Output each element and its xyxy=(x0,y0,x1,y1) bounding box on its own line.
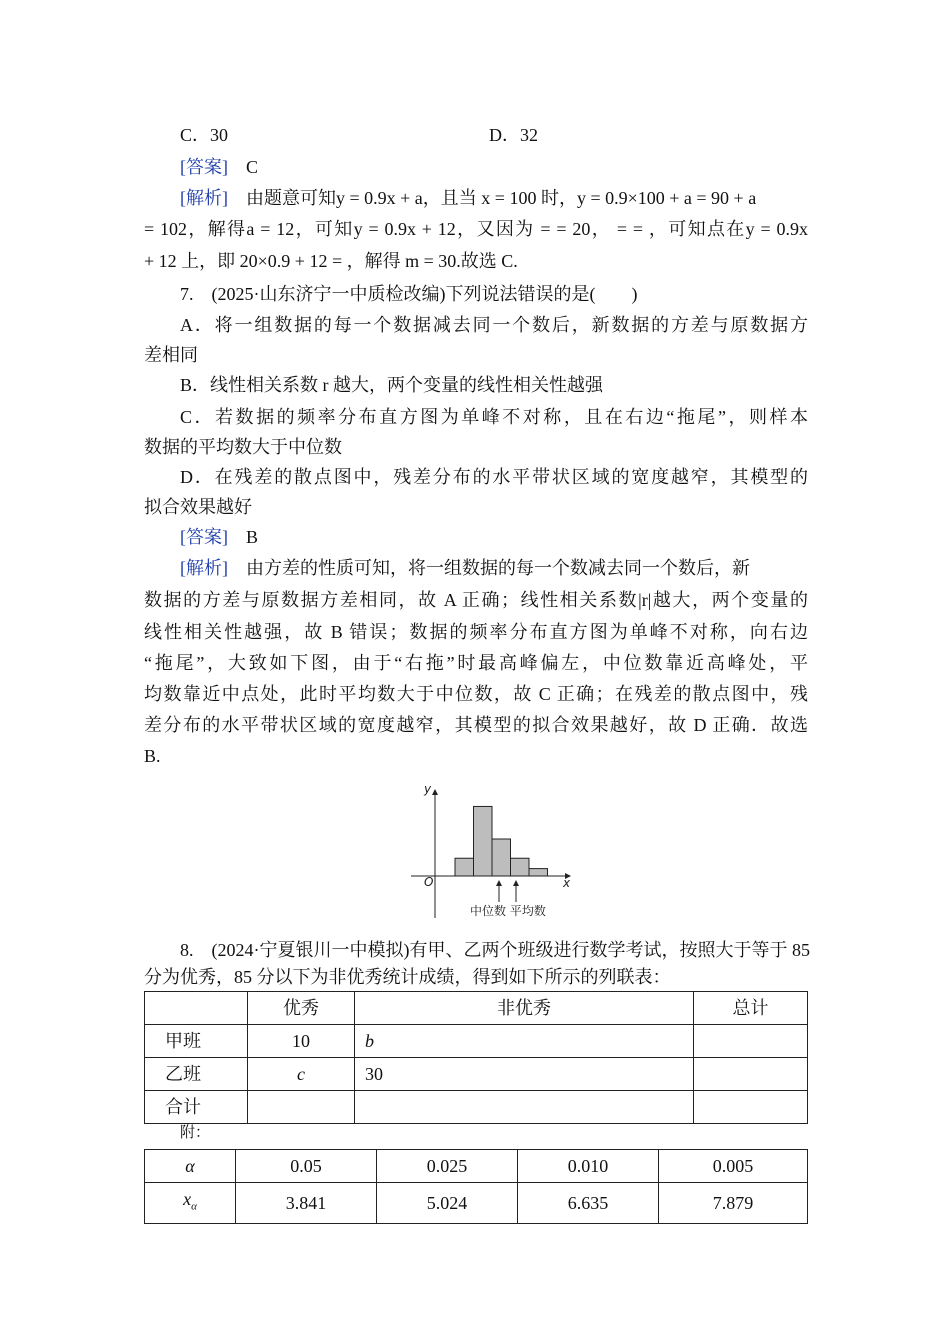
q6-analysis-line-2: = 102，解得a = 12，可知y = 0.9x + 12，又因为 = = 20， = = ，可知点在y = 0.9x xyxy=(144,219,808,239)
table-header-row xyxy=(145,992,808,1025)
q7-analysis-line-4: “拖尾”，大致如下图，由于“右拖”时最高峰偏左，中位数靠近高峰处，平 xyxy=(144,653,808,673)
analysis-tag: [解析] xyxy=(180,558,228,578)
table-cell xyxy=(694,1058,808,1091)
option-c: C．30 xyxy=(180,125,229,145)
table-cell: 6.635 xyxy=(518,1183,659,1224)
option-d-line xyxy=(489,120,689,150)
contingency-table xyxy=(144,991,808,1124)
table-cell: 0.05 xyxy=(236,1150,377,1183)
q7-stem: 7. (2025·山东济宁一中质检改编)下列说法错误的是( ) xyxy=(180,284,638,304)
table-cell: b xyxy=(365,1031,374,1051)
table-cell: 5.024 xyxy=(377,1183,518,1224)
table-cell: 非优秀 xyxy=(355,992,694,1025)
table-cell xyxy=(248,1091,355,1124)
table-row xyxy=(145,1183,808,1224)
histogram-bar xyxy=(492,839,511,876)
q6-analysis-text-1: 由题意可知y = 0.9x + a，且当 x = 100 时，y = 0.9×100 + a = 90 + a xyxy=(246,188,757,208)
table-cell: 3.841 xyxy=(236,1183,377,1224)
histogram-bar xyxy=(474,806,493,876)
table-cell: 合计 xyxy=(145,1091,248,1124)
analysis-tag: [解析] xyxy=(180,188,228,208)
q7-analysis-text-1: 由方差的性质可知，将一组数据的每一个数减去同一个数后，新 xyxy=(246,558,750,578)
table-cell: 30 xyxy=(355,1058,694,1091)
q7-option-c-2: 数据的平均数大于中位数 xyxy=(144,437,342,457)
table-cell: 0.005 xyxy=(659,1150,808,1183)
table-row xyxy=(145,1058,808,1091)
table-cell: 10 xyxy=(248,1025,355,1058)
table-cell: 优秀 xyxy=(248,992,355,1025)
histogram-bar xyxy=(529,869,548,876)
figure-caption: 中位数 平均数 xyxy=(470,904,546,918)
table-cell: 0.010 xyxy=(518,1150,659,1183)
histogram-svg xyxy=(405,782,585,922)
table-cell: x xyxy=(183,1189,192,1209)
critical-value-table xyxy=(144,1149,808,1224)
q6-analysis-line-1 xyxy=(180,183,808,213)
answer-tag: [答案] xyxy=(180,527,228,547)
table-cell xyxy=(694,1025,808,1058)
q7-analysis-line-6: 差分布的水平带状区域的宽度越窄，其模型的拟合效果越好，故 D 正确．故选 xyxy=(144,715,808,735)
histogram-figure xyxy=(405,782,585,922)
q7-analysis-line-3: 线性相关性越强，故 B 错误；数据的频率分布直方图为单峰不对称，向右边 xyxy=(144,622,808,642)
table-cell xyxy=(145,992,248,1025)
q7-option-b: B．线性相关系数 r 越大，两个变量的线性相关性越强 xyxy=(180,375,603,395)
q7-answer: B xyxy=(246,527,259,547)
x-axis-label: x xyxy=(563,876,571,890)
q7-answer-line xyxy=(180,522,808,552)
histogram-bar xyxy=(511,858,530,876)
q8-stem-1: 8. (2024·宁夏银川一中模拟)有甲、乙两个班级进行数学考试，按照大于等于 85 xyxy=(180,940,810,960)
subscript-alpha: α xyxy=(191,1200,197,1213)
y-axis-label: y xyxy=(424,782,432,796)
q7-option-c-1: C．若数据的频率分布直方图为单峰不对称，且在右边“拖尾”，则样本 xyxy=(180,407,808,427)
table-cell: α xyxy=(185,1156,195,1176)
table-cell: 0.025 xyxy=(377,1150,518,1183)
q7-option-a-1: A．将一组数据的每一个数据减去同一个数后，新数据的方差与原数据方 xyxy=(180,315,808,335)
answer-tag: [答案] xyxy=(180,157,228,177)
table-cell: c xyxy=(297,1064,305,1084)
q7-option-d-2: 拟合效果越好 xyxy=(144,497,252,517)
table-cell xyxy=(694,1091,808,1124)
table-row xyxy=(145,1091,808,1124)
q6-analysis-line-3: + 12 上，即 20×0.9 + 12 = ，解得 m = 30.故选 C. xyxy=(144,251,518,271)
table-cell xyxy=(355,1091,694,1124)
table-row xyxy=(145,1025,808,1058)
q7-analysis-line-7: B. xyxy=(144,746,161,766)
table-cell: 7.879 xyxy=(659,1183,808,1224)
option-d: D．32 xyxy=(489,125,538,145)
q7-analysis-line-1 xyxy=(180,553,808,583)
q7-option-d-1: D．在残差的散点图中，残差分布的水平带状区域的宽度越窄，其模型的 xyxy=(180,467,808,487)
q6-answer-line xyxy=(180,152,808,182)
table-row xyxy=(145,1150,808,1183)
q6-answer: C xyxy=(246,157,259,177)
origin-label: O xyxy=(424,875,434,889)
q8-stem-2: 分为优秀，85 分以下为非优秀统计成绩，得到如下所示的列联表： xyxy=(144,967,671,987)
table-cell: 甲班 xyxy=(145,1025,248,1058)
appendix-label: 附： xyxy=(180,1125,211,1141)
table-cell: 乙班 xyxy=(145,1058,248,1091)
q7-option-a-2: 差相同 xyxy=(144,345,198,365)
q7-analysis-line-5: 均数靠近中点处，此时平均数大于中位数，故 C 正确；在残差的散点图中，残 xyxy=(144,684,808,704)
table-cell: 总计 xyxy=(694,992,808,1025)
histogram-bar xyxy=(455,858,474,876)
q7-analysis-line-2: 数据的方差与原数据方差相同，故 A 正确；线性相关系数|r|越大，两个变量的 xyxy=(144,590,808,610)
histogram-bars xyxy=(455,806,548,876)
